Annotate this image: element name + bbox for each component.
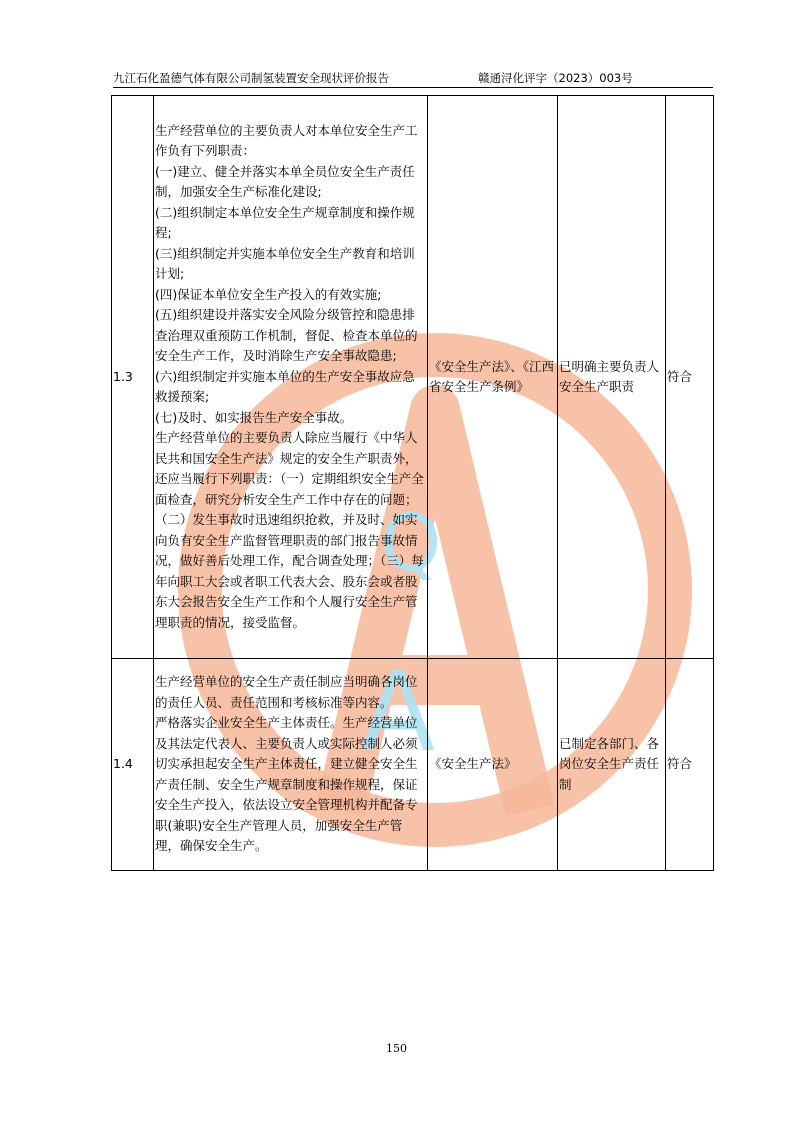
table-row <box>112 659 714 871</box>
requirement-paragraph: (一)建立、健全并落实本单全员位安全生产责任制，加强安全生产标准化建设; <box>155 163 415 200</box>
item-number: 1.4 <box>112 659 154 871</box>
requirement-paragraph: 生产经营单位的主要负责人对本单位安全生产工作负有下列职责： <box>155 122 418 159</box>
evaluation-result: 符合 <box>666 659 714 871</box>
item-number: 1.3 <box>112 96 154 659</box>
legal-basis: 《安全生产法》、《江西省安全生产条例》 <box>428 96 558 659</box>
table-row <box>112 96 714 659</box>
legal-basis: 《安全生产法》 <box>428 659 558 871</box>
page-number: 150 <box>386 1042 407 1055</box>
evaluation-result: 符合 <box>666 96 714 659</box>
header-divider <box>113 87 713 88</box>
actual-situation: 已明确主要负责人安全生产职责 <box>558 96 666 659</box>
report-number: 赣通浔化评字（2023）003号 <box>478 71 633 85</box>
requirement-content <box>154 96 428 659</box>
requirement-paragraph: (三)组织制定并实施本单位安全生产教育和培训计划; <box>155 245 415 282</box>
svg-text:A: A <box>360 648 436 776</box>
page-header <box>113 70 713 86</box>
svg-text:Q: Q <box>380 499 442 589</box>
requirement-paragraph: (四)保证本单位安全生产投入的有效实施; <box>155 286 382 302</box>
requirement-content <box>154 659 428 871</box>
requirement-paragraph: 生产经营单位的安全生产责任制应当明确各岗位的责任人员、责任范围和考核标准等内容。 <box>155 674 418 710</box>
requirement-paragraph: (六)组织制定并实施本单位的生产安全事故应急救援预案; <box>155 368 415 405</box>
evaluation-table <box>111 95 714 871</box>
requirement-paragraph: (五)组织建设并落实安全风险分级管控和隐患排查治理双重预防工作机制，督促、检查本单位的安全生产工作，及时消除生产安全事故隐患; <box>155 307 418 364</box>
actual-situation: 已制定各部门、各岗位安全生产责任制 <box>558 659 666 871</box>
requirement-paragraph: (二)组织制定本单位安全生产规章制度和操作规程; <box>155 204 415 241</box>
requirement-paragraph: 严格落实企业安全生产主体责任。生产经营单位及其法定代表人、主要负责人或实际控制人必须切实承担起安全生产主体责任，建立健全安全生产责任制、安全生产规章制度和操作规程，保证安全生产投入，依法设立安全管理机构并配备专职(兼职)安全生产管理人员，加强安全生产管理，确保安全生产。 <box>155 715 418 854</box>
report-title: 九江石化盈德气体有限公司制氢装置安全现状评价报告 <box>113 71 389 85</box>
requirement-paragraph: 生产经营单位的主要负责人除应当履行《中华人民共和国安全生产法》规定的安全生产职责外，还应当履行下列职责：（一）定期组织安全生产全面检查，研究分析安全生产工作中存在的问题；（二）发生事故时迅速组织抢救，并及时、如实向负有安全生产监督管理职责的部门报告事故情况，做好善后处理工作，配合调查处理；（三）每年向职工大会或者职工代表大会、股东会或者股东大会报告安全生产工作和个人履行安全生产管理职责的情况，接受监督。 <box>155 430 424 630</box>
requirement-paragraph: (七)及时、如实报告生产安全事故。 <box>155 409 353 425</box>
